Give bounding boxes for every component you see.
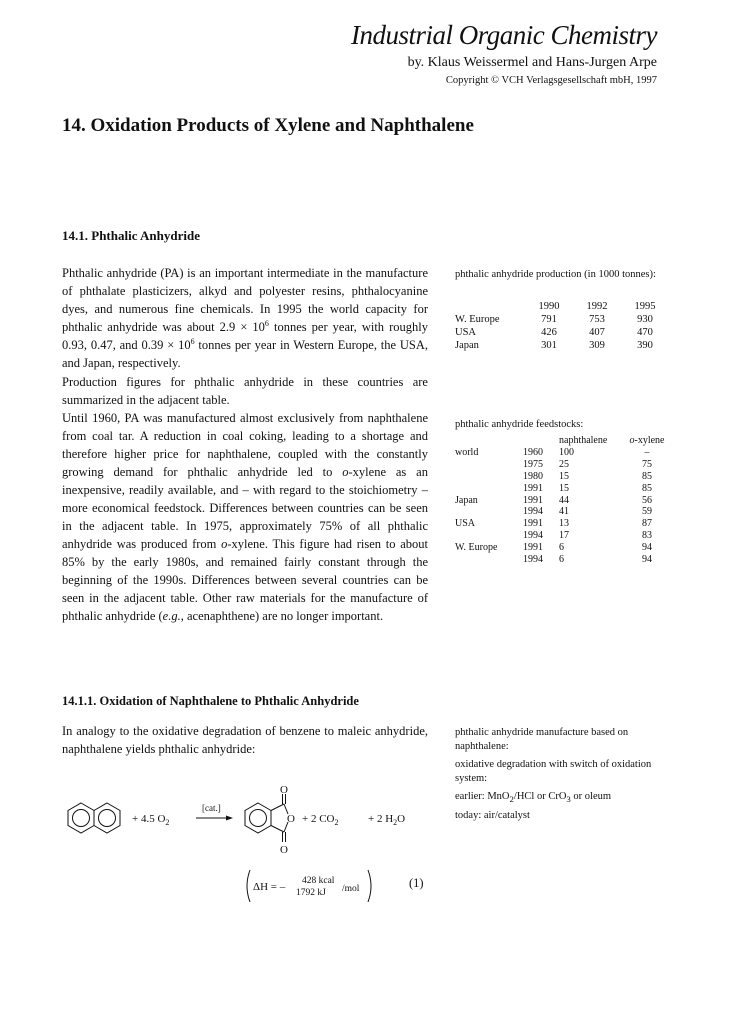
value-cell: 94: [642, 542, 652, 554]
table-row: [455, 326, 669, 339]
paragraph-analogy: In analogy to the oxidative degradation of benzene to maleic anhydride, naphthalene yields phthalic anhydride:: [62, 724, 428, 756]
value-cell: 75: [642, 458, 652, 470]
region-cell: [455, 554, 523, 566]
section-title: 14.1. Phthalic Anhydride: [62, 228, 200, 243]
value-cell: 930: [637, 314, 653, 325]
production-caption: phthalic anhydride production (in 1000 tonnes):: [455, 269, 656, 280]
year-cell: 1994: [523, 554, 543, 566]
table-row: [455, 459, 677, 471]
margin-note-earlier: earlier: MnO$_2$/HCl or CrO$_3$ or oleum: [455, 791, 612, 805]
value-cell: 6: [559, 542, 564, 554]
feedstock-caption: phthalic anhydride feedstocks:: [455, 419, 584, 430]
table-row: [455, 542, 677, 554]
naphthalene-column-header: naphthalene: [559, 435, 608, 446]
year-cell: 1980: [523, 470, 543, 482]
region-cell: [455, 471, 523, 483]
carbonyl-oxygen-bottom: O: [280, 844, 288, 856]
margin-note-today: today: air/catalyst: [455, 810, 530, 821]
enthalpy-symbol: ΔH = –: [253, 881, 286, 893]
table-header-row: [455, 435, 677, 447]
table-header-row: [455, 300, 669, 313]
region-cell: world: [455, 446, 479, 458]
region-cell: [455, 483, 523, 495]
enthalpy-kcal: 428 kcal: [302, 876, 335, 886]
value-cell: 44: [559, 494, 569, 506]
subsection-title: 14.1.1. Oxidation of Naphthalene to Phthalic Anhydride: [62, 694, 359, 708]
value-cell: 753: [589, 314, 605, 325]
catalyst-label: [cat.]: [202, 803, 221, 813]
value-cell: 25: [559, 458, 569, 470]
enthalpy-kj: 1792 kJ: [296, 888, 326, 898]
value-cell: 87: [642, 518, 652, 530]
reaction-enthalpy: [244, 866, 379, 906]
region-cell: [455, 530, 523, 542]
table-row: [455, 554, 677, 566]
value-cell: 83: [642, 530, 652, 542]
reaction-arrow: [196, 816, 233, 821]
table-row: [455, 447, 677, 459]
table-row: [455, 495, 677, 507]
phthalic-anhydride-structure: [245, 794, 288, 842]
reaction-equation: [62, 785, 442, 865]
region-cell: W. Europe: [455, 542, 498, 554]
region-cell: [455, 506, 523, 518]
table-row: [455, 483, 677, 495]
region-cell: W. Europe: [455, 314, 500, 325]
paragraph-production: Production figures for phthalic anhydride in these countries are summarized in the adjacent table.: [62, 375, 428, 407]
ring-oxygen: O: [287, 813, 295, 825]
region-cell: [455, 459, 523, 471]
water-product: + 2 $H_2O$: [368, 813, 406, 827]
value-cell: 59: [642, 506, 652, 518]
naphthalene-structure: [68, 803, 120, 833]
year-cell: 1995: [634, 301, 656, 312]
value-cell: 6: [559, 554, 564, 566]
paragraph-intro: Phthalic anhydride (PA) is an important intermediate in the manufacture of phthalate plasticizers, alkyd and polyester resins, phthalocyanine dyes, and numerous fine chemicals. In 1995 the world capacity for phthalic anhydride was about $2.9 \times 10^6$ tonnes per year, with roughly 0.93, 0.47, and $0.39 \times 10^6$ tonnes per year in Western Europe, the USA, and Japan, respectively.: [62, 266, 428, 370]
value-cell: 470: [637, 327, 653, 338]
year-cell: 1990: [538, 301, 560, 312]
value-cell: 94: [642, 554, 652, 566]
value-cell: 426: [541, 327, 557, 338]
table-row: [455, 506, 677, 518]
co2-product: + 2 $CO_2$: [302, 813, 339, 827]
region-cell: Japan: [455, 340, 479, 351]
value-cell: 17: [559, 530, 569, 542]
year-cell: 1991: [523, 542, 543, 554]
paragraph-history: Until 1960, PA was manufactured almost exclusively from naphthalene from coal tar. A reduction in coal coking, leading to a shortage and therefore higher price for naphthalene, coupled with the constantly growing demand for phthalic anhydride led to o-xylene as an inexpensive, readily available, and – with regard to the stoichiometry – more economical feedstock. Differences between countries can be seen in the adjacent table. In 1975, approximately 75% of all phthalic anhydride was produced from o-xylene. This figure had risen to about 85% by the early 1980s, and remained fairly constant through the beginning of the 1990s. Differences between several countries can be seen in the adjacent table. Other raw materials for the manufacture of phthalic anhydride (e.g., acenaphthene) are no longer important.: [62, 411, 428, 623]
year-cell: 1975: [523, 458, 543, 470]
year-cell: 1991: [523, 482, 543, 494]
value-cell: 15: [559, 482, 569, 494]
table-row: [455, 471, 677, 483]
value-cell: 41: [559, 506, 569, 518]
year-cell: 1991: [523, 518, 543, 530]
feedstock-table: [455, 435, 677, 566]
value-cell: 390: [637, 340, 653, 351]
year-cell: 1991: [523, 494, 543, 506]
margin-note-degradation: oxidative degradation with switch of oxidation system:: [455, 759, 652, 784]
value-cell: 56: [642, 494, 652, 506]
value-cell: 15: [559, 470, 569, 482]
book-title: Industrial Organic Chemistry: [351, 20, 657, 50]
chapter-title: 14. Oxidation Products of Xylene and Naphthalene: [62, 115, 474, 136]
equation-number: (1): [409, 876, 424, 890]
copyright-line: Copyright © VCH Verlagsgesellschaft mbH, 1997: [445, 75, 657, 86]
table-row: [455, 530, 677, 542]
carbonyl-oxygen-top: O: [280, 785, 288, 796]
value-cell: 13: [559, 518, 569, 530]
region-cell: USA: [455, 327, 477, 338]
book-authors: by. Klaus Weissermel and Hans-Jurgen Arpe: [407, 55, 657, 70]
year-cell: 1994: [523, 530, 543, 542]
value-cell: 407: [589, 327, 605, 338]
enthalpy-unit: /mol: [342, 884, 360, 894]
margin-note-manufacture: phthalic anhydride manufacture based on naphthalene:: [455, 727, 629, 752]
oxylene-column-header: o-xylene: [629, 435, 665, 446]
region-cell: Japan: [455, 494, 478, 506]
year-cell: 1960: [523, 446, 543, 458]
value-cell: 791: [541, 314, 557, 325]
table-row: [455, 339, 669, 352]
oxygen-reactant: + 4.5 $O_2$: [132, 813, 170, 827]
table-row: [455, 518, 677, 530]
region-cell: USA: [455, 518, 476, 530]
production-table: [455, 300, 669, 352]
year-cell: 1992: [586, 301, 608, 312]
value-cell: 100: [559, 446, 574, 458]
value-cell: 85: [642, 482, 652, 494]
value-cell: 85: [642, 470, 652, 482]
value-cell: 301: [541, 340, 557, 351]
value-cell: 309: [589, 340, 605, 351]
table-row: [455, 313, 669, 326]
value-cell: –: [644, 446, 650, 458]
year-cell: 1994: [523, 506, 543, 518]
